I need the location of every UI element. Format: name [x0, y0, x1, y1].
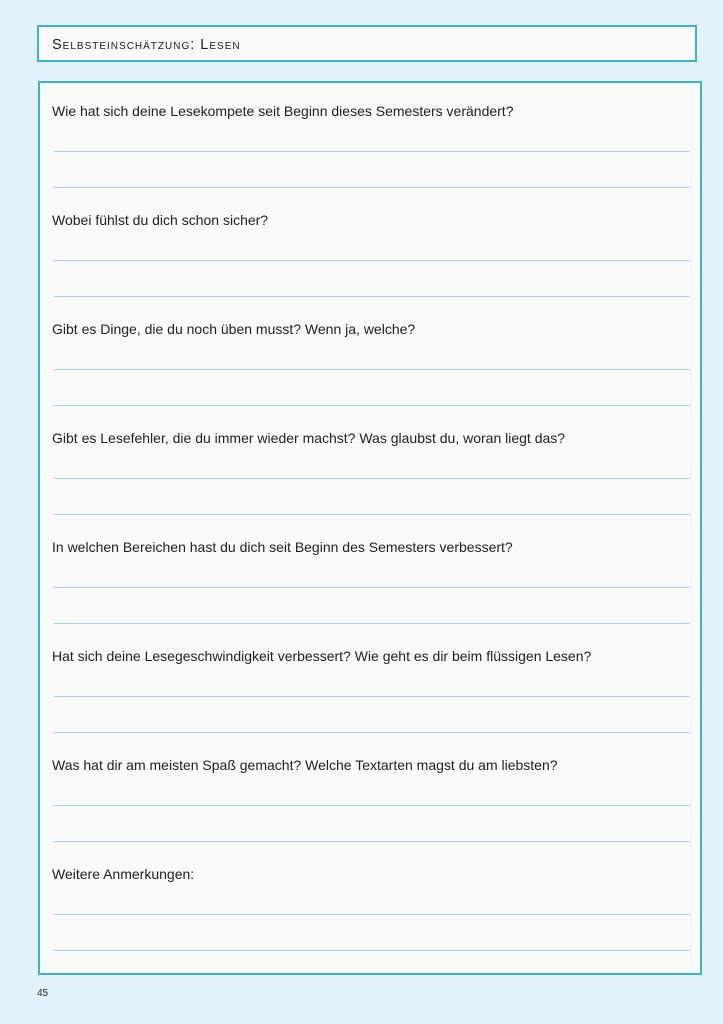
page-title: Selbsteinschätzung: Lesen — [52, 37, 241, 53]
question-text: In welchen Bereichen hast du dich seit Beginn des Semesters verbessert? — [52, 539, 513, 555]
question-text: Was hat dir am meisten Spaß gemacht? Welche Textarten magst du am liebsten? — [52, 757, 558, 773]
answer-line[interactable] — [53, 950, 690, 951]
question-block — [40, 192, 700, 301]
page-number: 45 — [37, 988, 49, 999]
question-text: Weitere Anmerkungen: — [52, 866, 195, 882]
answer-line[interactable] — [53, 369, 690, 370]
questionnaire-panel — [38, 81, 702, 975]
question-block — [40, 628, 700, 737]
answer-line[interactable] — [53, 841, 690, 842]
answer-line[interactable] — [53, 914, 690, 915]
question-block — [40, 519, 700, 628]
question-block — [40, 83, 700, 192]
answer-line[interactable] — [53, 405, 690, 406]
question-block — [40, 301, 700, 410]
question-text: Gibt es Dinge, die du noch üben musst? Wenn ja, welche? — [52, 321, 416, 337]
answer-line[interactable] — [53, 187, 690, 188]
answer-line[interactable] — [53, 478, 690, 479]
answer-line[interactable] — [53, 296, 690, 297]
answer-line[interactable] — [53, 623, 690, 624]
answer-line[interactable] — [53, 587, 690, 588]
question-block — [40, 737, 700, 846]
question-text: Wie hat sich deine Lesekompete seit Beginn dieses Semesters verändert? — [52, 103, 514, 119]
answer-line[interactable] — [53, 805, 690, 806]
question-text: Hat sich deine Lesegeschwindigkeit verbessert? Wie geht es dir beim flüssigen Lesen? — [52, 648, 592, 664]
answer-line[interactable] — [53, 260, 690, 261]
answer-line[interactable] — [53, 514, 690, 515]
question-block — [40, 846, 700, 955]
answer-line[interactable] — [53, 696, 690, 697]
question-block — [40, 410, 700, 519]
question-text: Wobei fühlst du dich schon sicher? — [52, 212, 269, 228]
answer-line[interactable] — [53, 151, 690, 152]
title-box — [37, 25, 697, 62]
answer-line[interactable] — [53, 732, 690, 733]
question-text: Gibt es Lesefehler, die du immer wieder machst? Was glaubst du, woran liegt das? — [52, 430, 566, 446]
